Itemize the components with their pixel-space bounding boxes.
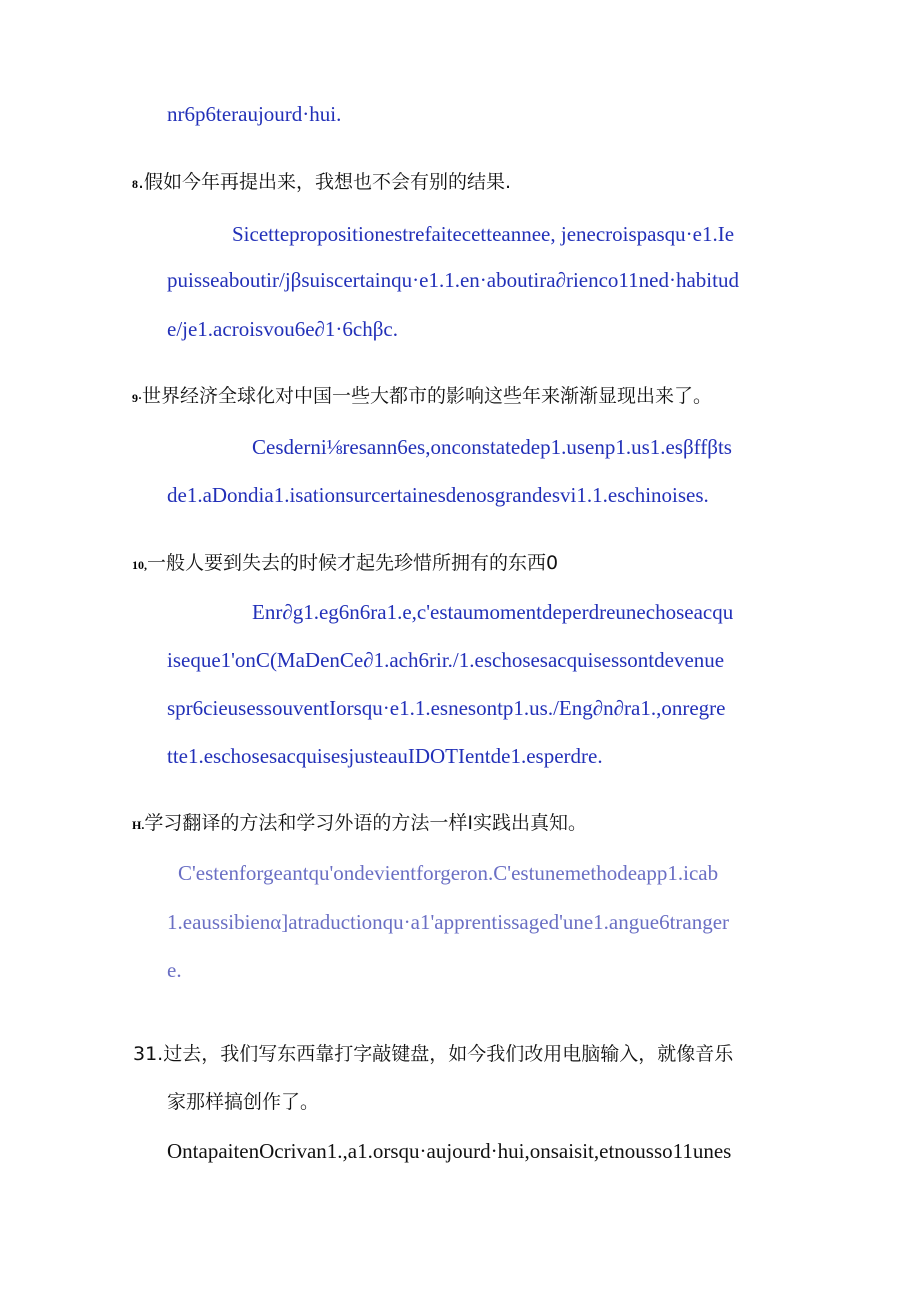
item-number: 10, [132, 558, 147, 572]
text-line: 1.eaussibienα]atraductionqu·a1'apprentissaged'une1.angue6tranger [167, 910, 730, 934]
text-line: de1.aDondia1.isationsurcertainesdenosgrandesvi1.1.eschinoises. [167, 483, 709, 507]
list-item [132, 168, 572, 197]
text-line: C'estenforgeantqu'ondevientforgeron.C'estunemethodeapp1.icab [178, 861, 719, 885]
text-line: e/je1.acroisvou6e∂1·6chβc. [167, 317, 398, 341]
item-number: H. [132, 818, 145, 832]
item-text: .假如今年再提出来，我想也不会有别的结果. [138, 171, 512, 193]
text-line: OntapaitenOcrivan1.,a1.orsqu·aujourd·hui,onsaisit,etnousso11unes [167, 1139, 732, 1163]
text-line: e. [167, 958, 182, 982]
text-line: Enr∂g1.eg6n6ra1.e,c'estaumomentdeperdreunechoseacqu [252, 600, 734, 624]
text-line: Sicettepropositionestrefaitecetteannee, jenecroispasqu·e1.Ie [232, 222, 735, 246]
item-text: 学习翻译的方法和学习外语的方法一样I实践出真知。 [144, 812, 587, 834]
item-number: 8 [132, 177, 138, 191]
item-text: 世界经济全球化对中国一些大都市的影响这些年来渐渐显现出来了。 [142, 385, 713, 407]
text-line: 31.过去，我们写东西靠打字敲键盘，如今我们改用电脑输入，就像音乐 [133, 1043, 734, 1065]
item-text: 一般人要到失去的时候才起先珍惜所拥有的东西0 [147, 552, 559, 574]
list-item [132, 549, 592, 578]
text-line: nr6p6teraujourd·hui. [167, 102, 342, 126]
text-line: puisseaboutir/jβsuiscertainqu·e1.1.en·aboutira∂rienco11ned·habitud [167, 268, 739, 292]
text-line: 家那样搞创作了。 [167, 1091, 320, 1113]
list-item [132, 809, 622, 838]
item-number: 9· [132, 391, 143, 405]
text-line: Cesderni⅛resann6es,onconstatedep1.usenp1.us1.esβffβts [252, 435, 732, 459]
text-line: iseque1'onC(MaDenCe∂1.ach6rir./1.eschosesacquisessontdevenue [167, 648, 725, 672]
text-line: tte1.eschosesacquisesjusteauIDOTIentde1.esperdre. [167, 744, 603, 768]
list-item [132, 382, 752, 411]
text-line: spr6cieusessouventIorsqu·e1.1.esnesontp1.us./Eng∂n∂ra1.,onregre [167, 696, 726, 720]
